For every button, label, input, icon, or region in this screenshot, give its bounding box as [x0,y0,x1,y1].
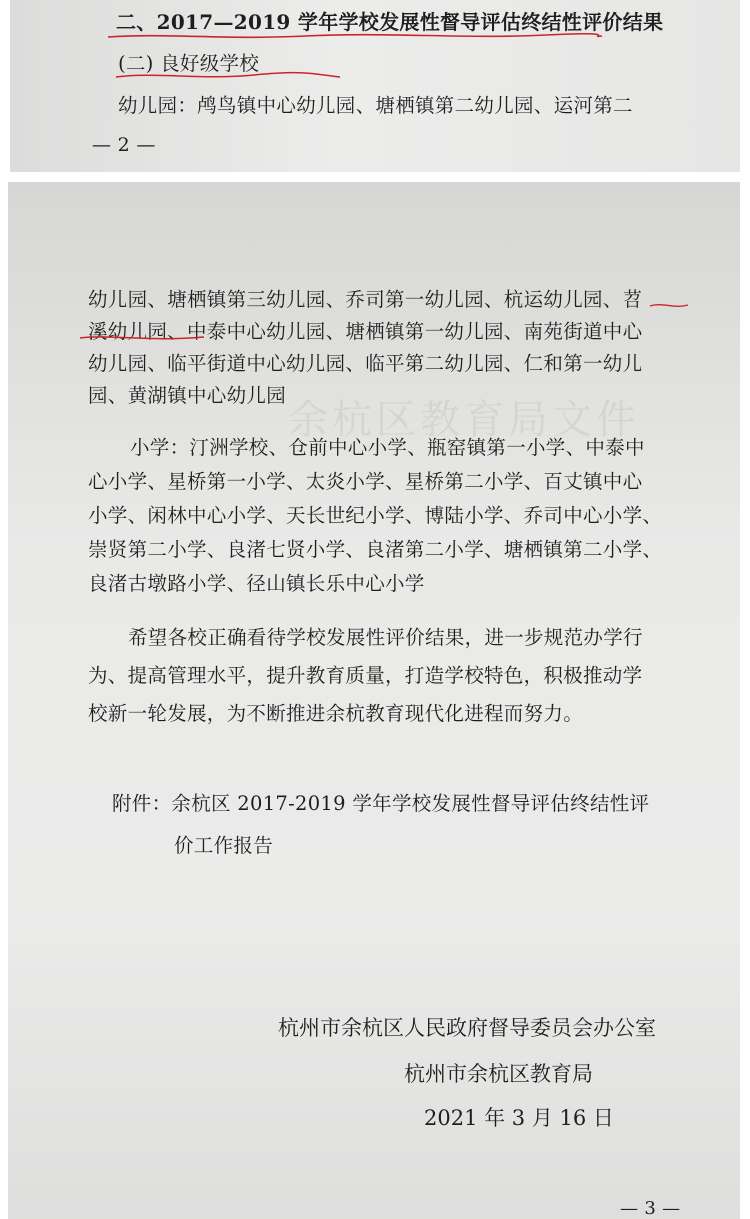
attachment-line: 附件：余杭区 2017-2019 学年学校发展性督导评估终结性评 [112,792,650,815]
primary-text-line: 小学：汀洲学校、仓前中心小学、瓶窑镇第一小学、中泰中 [130,436,645,459]
pen-underline-heading [106,30,606,44]
primary-text-line: 崇贤第二小学、良渚七贤小学、良渚第二小学、塘栖镇第二小学、 [88,538,663,561]
page-number: — 3 — [620,1198,681,1219]
closing-text-line: 希望各校正确看待学校发展性评价结果，进一步规范办学行 [128,626,643,649]
pen-underline-subheading [114,68,344,84]
primary-text-line: 良渚古墩路小学、径山镇长乐中心小学 [88,572,425,595]
kindergarten-line: 幼儿园：鸬鸟镇中心幼儿园、塘栖镇第二幼儿园、运河第二 [118,94,633,117]
pen-underline-tiao [648,300,690,312]
kindergarten-text-line: 园、黄湖镇中心幼儿园 [88,384,287,407]
attachment-line: 价工作报告 [174,834,274,857]
subsection-heading: (二) 良好级学校 [118,52,260,75]
primary-text-line: 心小学、星桥第一小学、太炎小学、星桥第二小学、百丈镇中心 [88,470,643,493]
primary-text-line: 小学、闲林中心小学、天长世纪小学、博陆小学、乔司中心小学、 [88,504,663,527]
signature-office: 杭州市余杭区人民政府督导委员会办公室 [278,1016,656,1040]
closing-text-line: 校新一轮发展，为不断推进余杭教育现代化进程而努力。 [88,702,584,725]
kindergarten-text-line: 幼儿园、临平街道中心幼儿园、临平第二幼儿园、仁和第一幼儿 [88,352,643,375]
closing-text-line: 为、提高管理水平，提升教育质量，打造学校特色，积极推动学 [88,664,643,687]
page-number: — 2 — [92,134,156,156]
watermark-stamp: 余杭区教育局文件 [288,397,640,443]
page-2-fragment [10,0,740,172]
kindergarten-text-line: 溪幼儿园、中泰中心幼儿园、塘栖镇第一幼儿园、南苑街道中心 [88,320,643,343]
kindergarten-text-line: 幼儿园、塘栖镇第三幼儿园、乔司第一幼儿园、杭运幼儿园、苕 [88,288,643,311]
pen-underline-tiaoxi [78,332,208,346]
signature-date: 2021 年 3 月 16 日 [424,1106,614,1130]
page-3 [8,182,740,1219]
section-heading: 二、2017—2019 学年学校发展性督导评估终结性评价结果 [116,10,664,34]
signature-bureau: 杭州市余杭区教育局 [404,1062,593,1086]
